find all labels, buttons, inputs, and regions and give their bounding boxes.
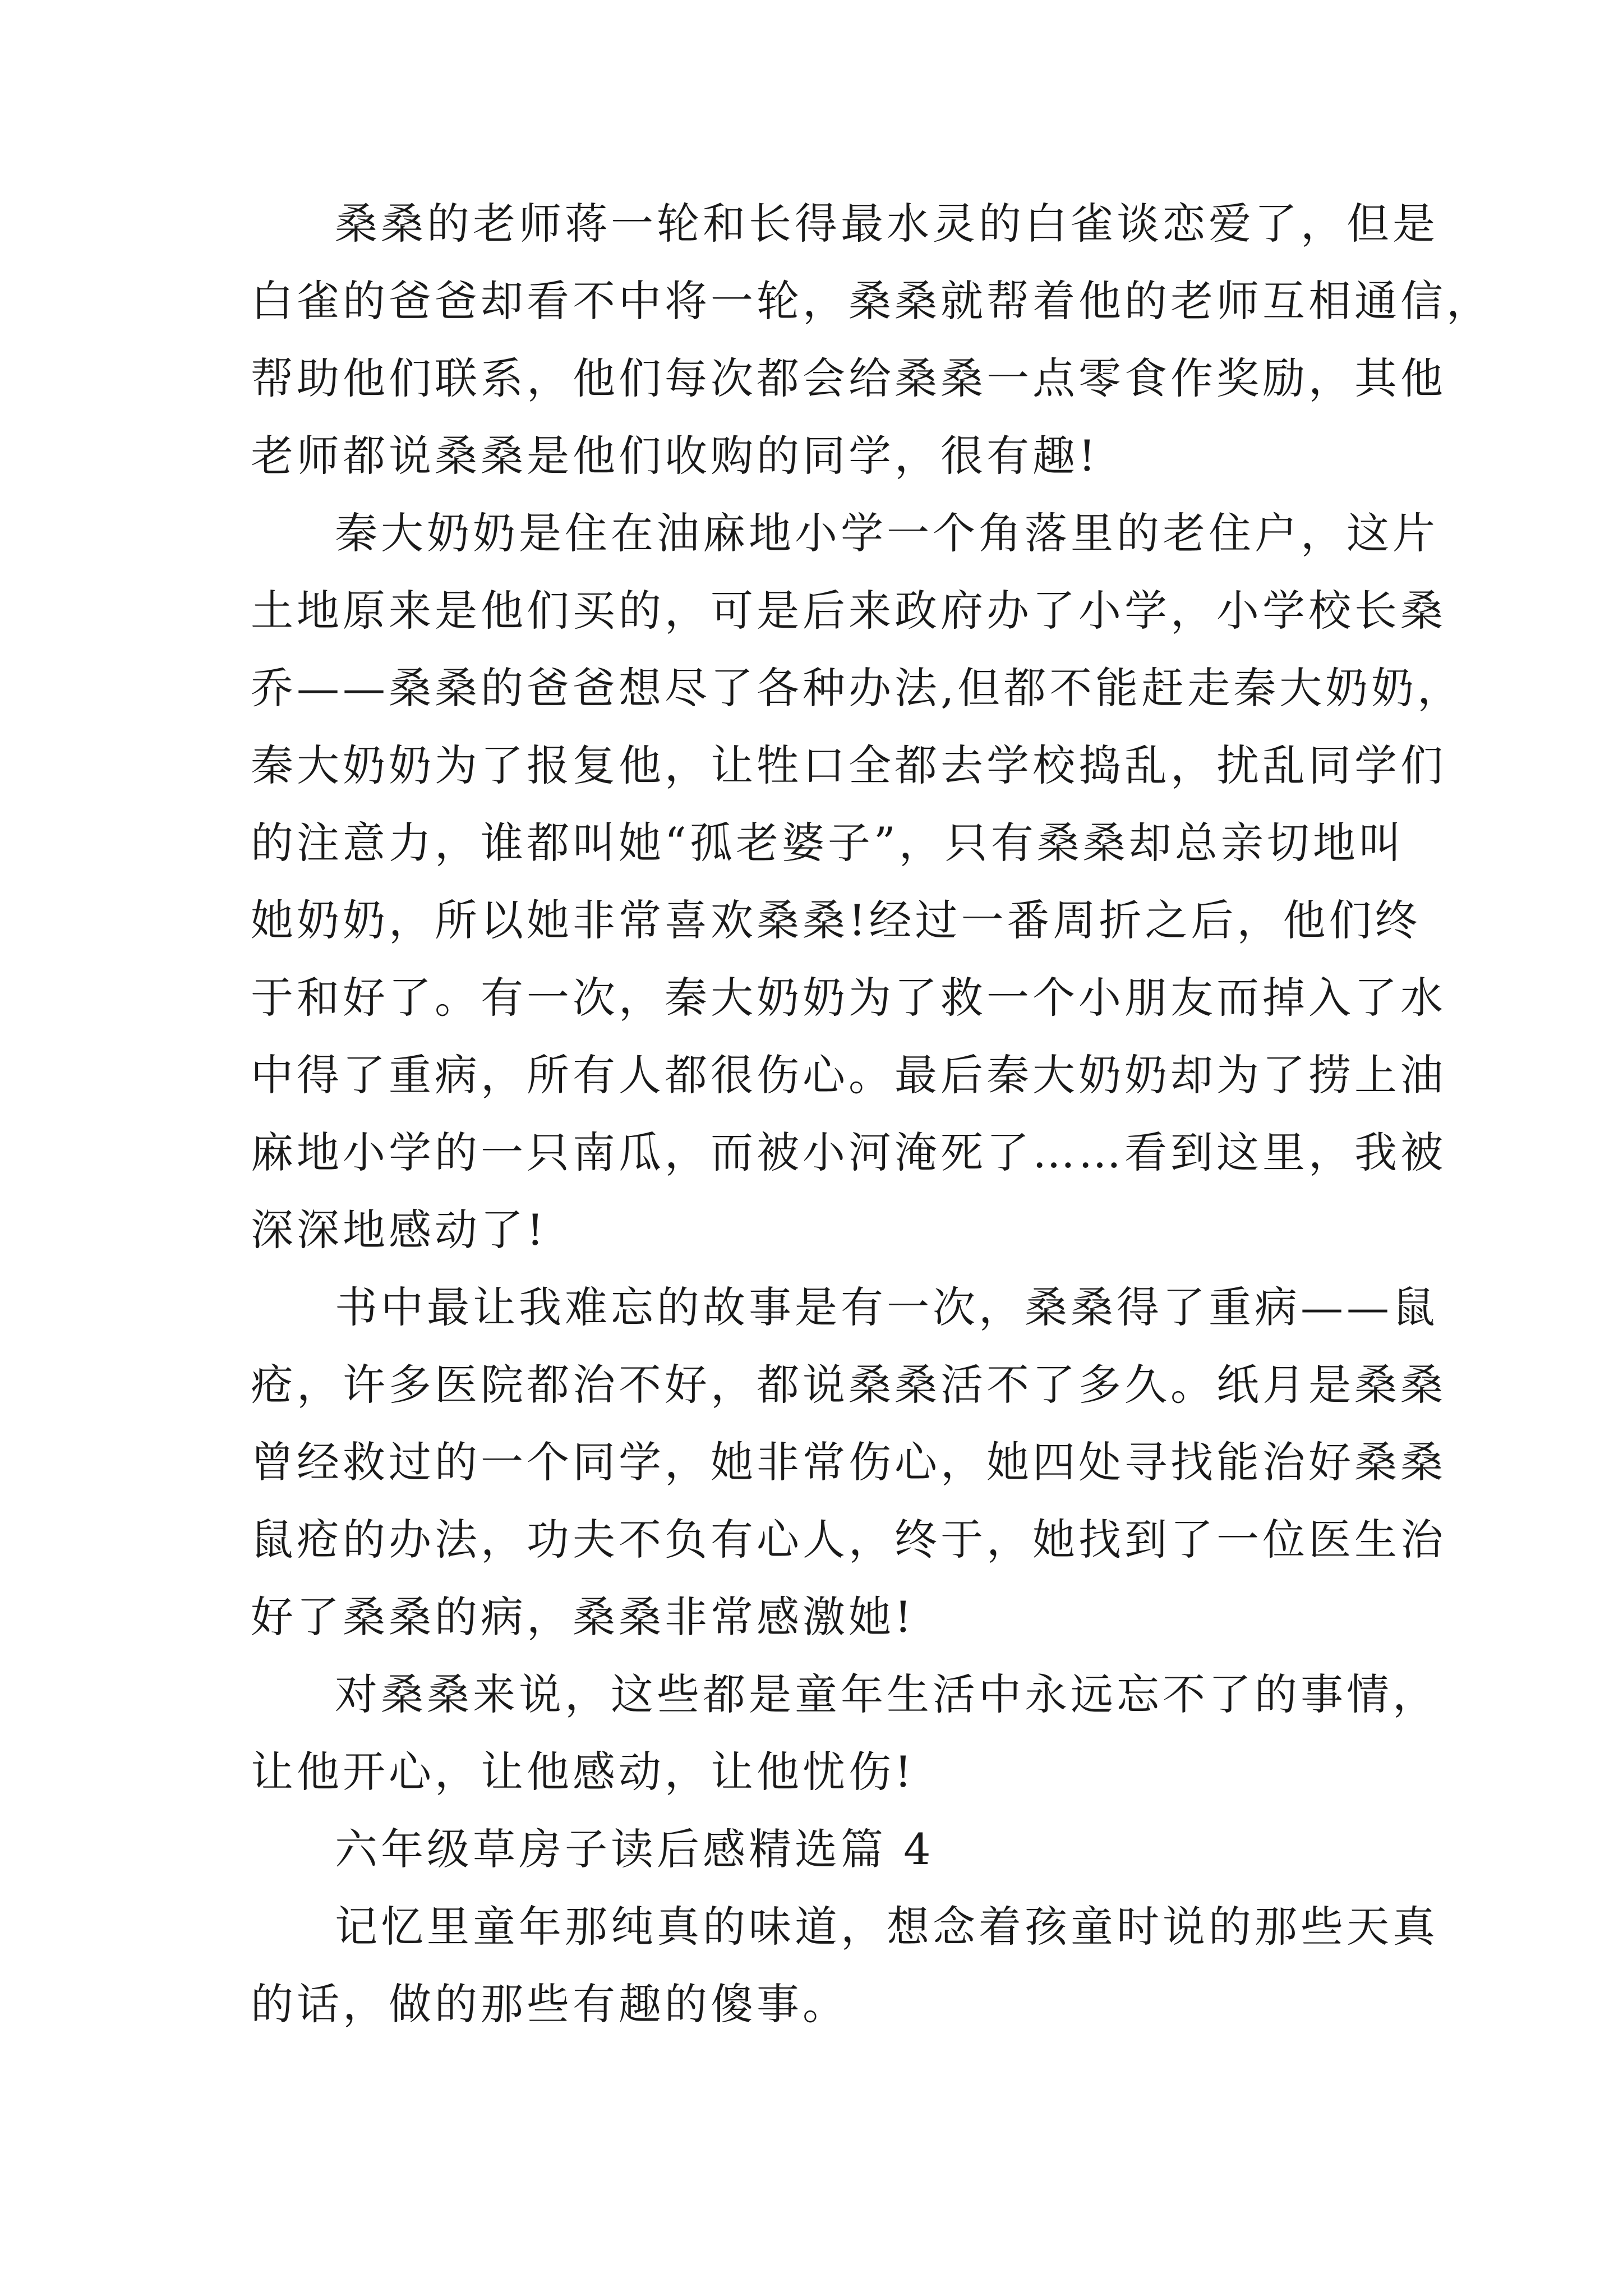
text-line: 曾经救过的一个同学，她非常伤心，她四处寻找能治好桑桑	[251, 1437, 1446, 1487]
text-line: 让他开心，让他感动，让他忧伤!	[251, 1747, 915, 1797]
text-line: 老师都说桑桑是他们收购的同学，很有趣!	[251, 431, 1099, 481]
text-line: 帮助他们联系，他们每次都会给桑桑一点零食作奖励，其他	[251, 353, 1446, 403]
text-line: 白雀的爸爸却看不中将一轮，桑桑就帮着他的老师互相通信，	[251, 276, 1492, 326]
text-line: 疮，许多医院都治不好，都说桑桑活不了多久。纸月是桑桑	[251, 1360, 1446, 1410]
text-line: 秦大奶奶是住在油麻地小学一个角落里的老住户，这片	[335, 508, 1438, 558]
text-line: 土地原来是他们买的，可是后来政府办了小学，小学校长桑	[251, 586, 1446, 636]
text-line: 桑桑的老师蒋一轮和长得最水灵的白雀谈恋爱了，但是	[335, 199, 1438, 249]
text-line: 记忆里童年那纯真的味道，想念着孩童时说的那些天真	[335, 1902, 1438, 1952]
body-text	[251, 185, 1492, 2043]
text-line: 好了桑桑的病，桑桑非常感激她!	[251, 1592, 915, 1642]
text-line: 乔——桑桑的爸爸想尽了各种办法,但都不能赶走秦大奶奶，	[251, 663, 1464, 713]
text-line: 书中最让我难忘的故事是有一次，桑桑得了重病——鼠	[335, 1282, 1438, 1332]
text-line: 麻地小学的一只南瓜，而被小河淹死了……看到这里，我被	[251, 1128, 1446, 1177]
text-line: 鼠疮的办法，功夫不负有心人，终于，她找到了一位医生治	[251, 1515, 1446, 1565]
text-line: 深深地感动了!	[251, 1205, 547, 1255]
text-line: 她奶奶，所以她非常喜欢桑桑!经过一番周折之后，他们终	[251, 895, 1421, 945]
text-line: 的注意力，谁都叫她“孤老婆子”，只有桑桑却总亲切地叫	[251, 818, 1405, 868]
text-line: 中得了重病，所有人都很伤心。最后秦大奶奶却为了捞上油	[251, 1050, 1446, 1100]
text-line: 的话，做的那些有趣的傻事。	[251, 1979, 849, 2029]
text-line: 于和好了。有一次，秦大奶奶为了救一个小朋友而掉入了水	[251, 973, 1446, 1023]
section-heading: 六年级草房子读后感精选篇 4	[335, 1824, 934, 1874]
text-line: 秦大奶奶为了报复他，让牲口全都去学校捣乱，扰乱同学们	[251, 740, 1446, 790]
text-line: 对桑桑来说，这些都是童年生活中永远忘不了的事情，	[335, 1669, 1438, 1719]
